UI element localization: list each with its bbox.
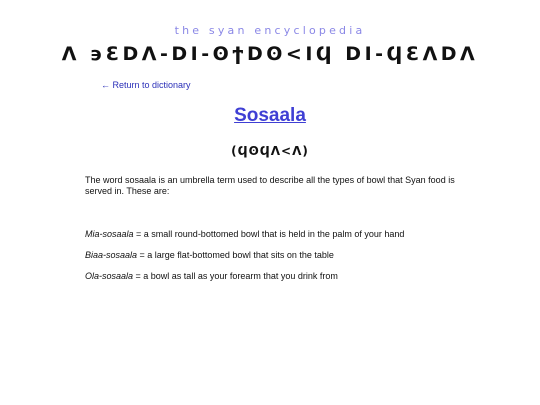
page-title-script: (ϤʘϤΛ<Λ) [231, 144, 309, 158]
page-title[interactable]: Sosaala [234, 105, 306, 126]
bowl-type-list [85, 229, 465, 292]
list-item [85, 250, 465, 261]
return-to-dictionary-link[interactable]: ← Return to dictionary [101, 80, 191, 90]
site-tagline: the syan encyclopedia [174, 24, 366, 37]
site-header [0, 0, 540, 66]
bowl-name: Mia-sosaala [85, 229, 134, 239]
intro-paragraph: The word sosaala is an umbrella term used to describe all the types of bowl that Syan food is served in. These are: [85, 175, 455, 196]
list-item [85, 229, 465, 240]
bowl-name: Biaa-sosaala [85, 250, 138, 260]
bowl-name: Ola-sosaala [85, 271, 134, 281]
site-title-script: Λ ϶ƐDΛ-DI-ʘϯDʘ<ΙϤ DI-ϤƐΛDΛ [61, 43, 479, 65]
bowl-description: = a large flat-bottomed bowl that sits on the table [137, 250, 334, 260]
list-item [85, 271, 465, 282]
bowl-description: = a small round-bottomed bowl that is held in the palm of your hand [133, 229, 405, 239]
bowl-description: = a bowl as tall as your forearm that you drink from [133, 271, 338, 281]
